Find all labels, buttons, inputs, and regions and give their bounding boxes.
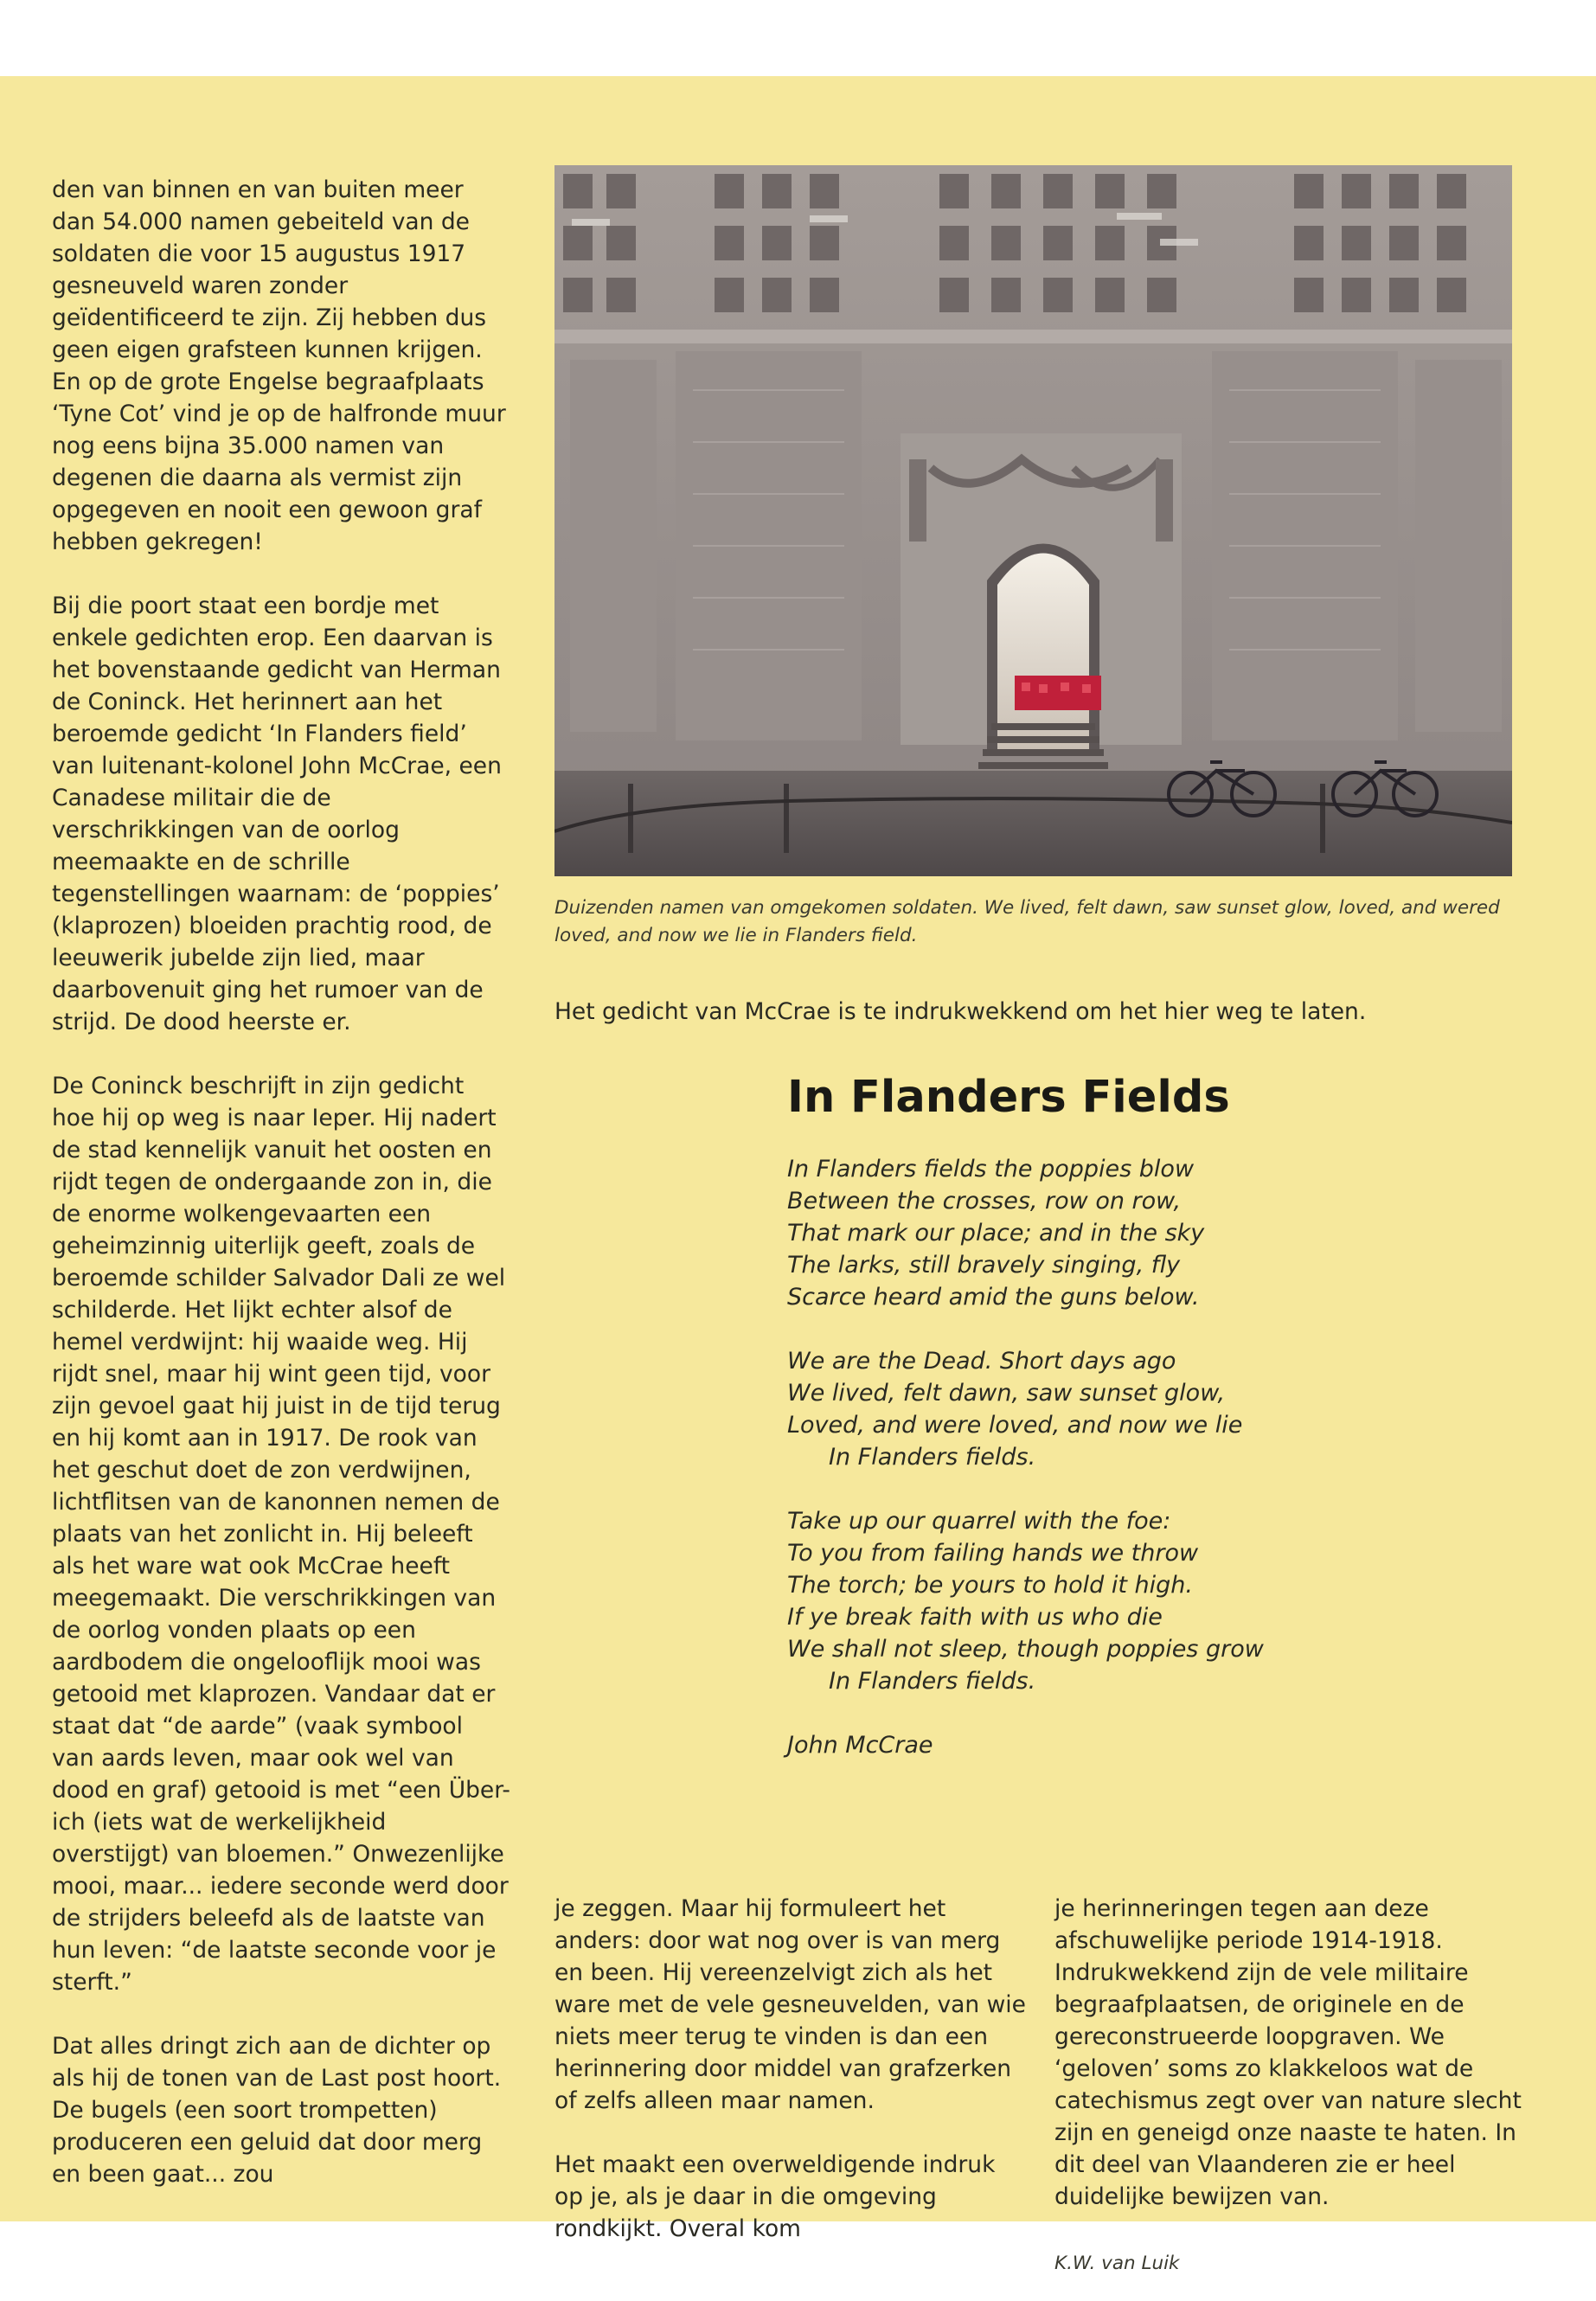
poem-stanza-1 [787, 1153, 1341, 1313]
poem-line: Take up our quarrel with the foe: [787, 1508, 1171, 1535]
poem-line: Loved, and were loved, and now we lie [787, 1412, 1243, 1439]
middle-column [554, 1893, 1026, 2277]
middle-paragraph-1: je zeggen. Maar hij formuleert het anders: door wat nog over is van merg en been. Hij vereenzelvigt zich als het ware met de vele gesneuvelden, van wie niets meer terug te vinden is dan een herinnering door middel van grafzerken of zelfs alleen maar namen. [554, 1895, 1026, 2114]
right-paragraph-1: je herinneringen tegen aan deze afschuwelijke periode 1914-1918. Indrukwekkend zijn de vele militaire begraafplaatsen, de originele en de gereconstrueerde loopgraven. We ‘geloven’ soms zo klakkeloos wat de catechismus zegt over van nature slecht zijn en geneigd onze naaste te haten. In dit deel van Vlaanderen zie er heel duidelijke bewijzen van. [1054, 1895, 1522, 2210]
poem-line: If ye break faith with us who die [787, 1604, 1163, 1631]
right-column [1054, 1893, 1526, 2213]
poem-line: We are the Dead. Short days ago [787, 1348, 1176, 1375]
middle-paragraph-2: Het maakt een overweldigende indruk op je, als je daar in die omgeving rondkijkt. Overal kom [554, 2151, 996, 2242]
photo-caption: Duizenden namen van omgekomen soldaten. We lived, felt dawn, saw sunset glow, loved, and wered loved, and now we lie in Flanders field. [554, 897, 1500, 946]
poem-stanza-3 [787, 1505, 1341, 1697]
poem-line: To you from failing hands we throw [787, 1540, 1199, 1567]
poem-stanza-2 [787, 1345, 1341, 1473]
left-paragraph-1: den van binnen en van buiten meer dan 54.000 namen gebeiteld van de soldaten die voor 15 augustus 1917 gesneuveld waren zonder geïdentificeerd te zijn. Zij hebben dus geen eigen grafsteen kunnen krijgen. En op de grote Engelse begraafplaats ‘Tyne Cot’ vind je op de halfronde muur nog eens bijna 35.000 namen van degenen die daarna als vermist zijn opgegeven en nooit een gewoon graf hebben gekregen! [52, 176, 506, 555]
poem-line: Scarce heard amid the guns below. [787, 1284, 1200, 1311]
left-paragraph-2: Bij die poort staat een bordje met enkele gedichten erop. Een daarvan is het bovenstaande gedicht van Herman de Coninck. Het herinnert aan het beroemde gedicht ‘In Flanders field’ van luitenant-kolonel John McCrae, een Canadese militair die de verschrikkingen van de oorlog meemaakte en de schrille tegenstellingen waarnam: de ‘poppies’ (klaprozen) bloeiden prachtig rood, de leeuwerik jubelde zijn lied, maar daarbovenuit ging het rumoer van de strijd. De dood heerste er. [52, 593, 502, 1035]
poem-line: That mark our place; and in the sky [787, 1220, 1205, 1247]
magazine-page [0, 76, 1596, 2274]
left-paragraph-3: De Coninck beschrijft in zijn gedicht hoe hij op weg is naar Ieper. Hij nadert de stad kennelijk vanuit het oosten en rijdt tegen de ondergaande zon in, die de enorme wolkengevaarten een geheimzinnig uiterlijk geeft, zoals de beroemde schilder Salvador Dali ze wel schilderde. Het lijkt echter alsof de hemel verdwijnt: hij waaide weg. Hij rijdt snel, maar hij wint geen tijd, voor zijn gevoel gaat hij juist in de tijd terug en hij komt aan in 1917. De rook van het geschut doet de zon verdwijnen, lichtflitsen van de kanonnen nemen de plaats van het zonlicht in. Hij beleeft als het ware wat ook McCrae heeft meegemaakt. Die verschrikkingen van de oorlog vonden plaats op een aardbodem die ongelooflijk mooi was getooid met klaprozen. Vandaar dat er staat dat “de aarde” (vaak symbool van aards leven, maar ook wel van dood en graf) getooid is met “een Über-ich (iets wat de werkelijkheid overstijgt) van bloemen.” Onwezenlijke mooi, maar... iedere seconde werd door de strijders beleefd als de laatste van hun leven: “de laatste seconde voor je sterft.” [52, 1073, 510, 1996]
poem-line: In Flanders fields. [829, 1668, 1036, 1695]
poem-line: The larks, still bravely singing, fly [787, 1252, 1181, 1279]
poem-line: The torch; be yours to hold it high. [787, 1572, 1193, 1599]
poem-line: We lived, felt dawn, saw sunset glow, [787, 1380, 1226, 1407]
author-signature: K.W. van Luik [1054, 2253, 1180, 2274]
poem-text [787, 1153, 1341, 1761]
poem-line: In Flanders fields. [829, 1444, 1036, 1471]
poem-line: In Flanders fields the poppies blow [787, 1156, 1195, 1183]
poem-title: In Flanders Fields [787, 1072, 1230, 1123]
poem-author: John McCrae [787, 1732, 933, 1759]
left-paragraph-4: Dat alles dringt zich aan de dichter op als hij de tonen van de Last post hoort. De bugels (een soort trompetten) produceren een geluid dat door merg en been gaat... zou [52, 2033, 502, 2188]
poem-line: Between the crosses, row on row, [787, 1188, 1182, 1215]
left-column [52, 174, 510, 2222]
poem-intro: Het gedicht van McCrae is te indrukwekkend om het hier weg te laten. [554, 998, 1367, 1025]
poem-line: We shall not sleep, though poppies grow [787, 1636, 1264, 1663]
menin-gate-photo [554, 165, 1512, 876]
